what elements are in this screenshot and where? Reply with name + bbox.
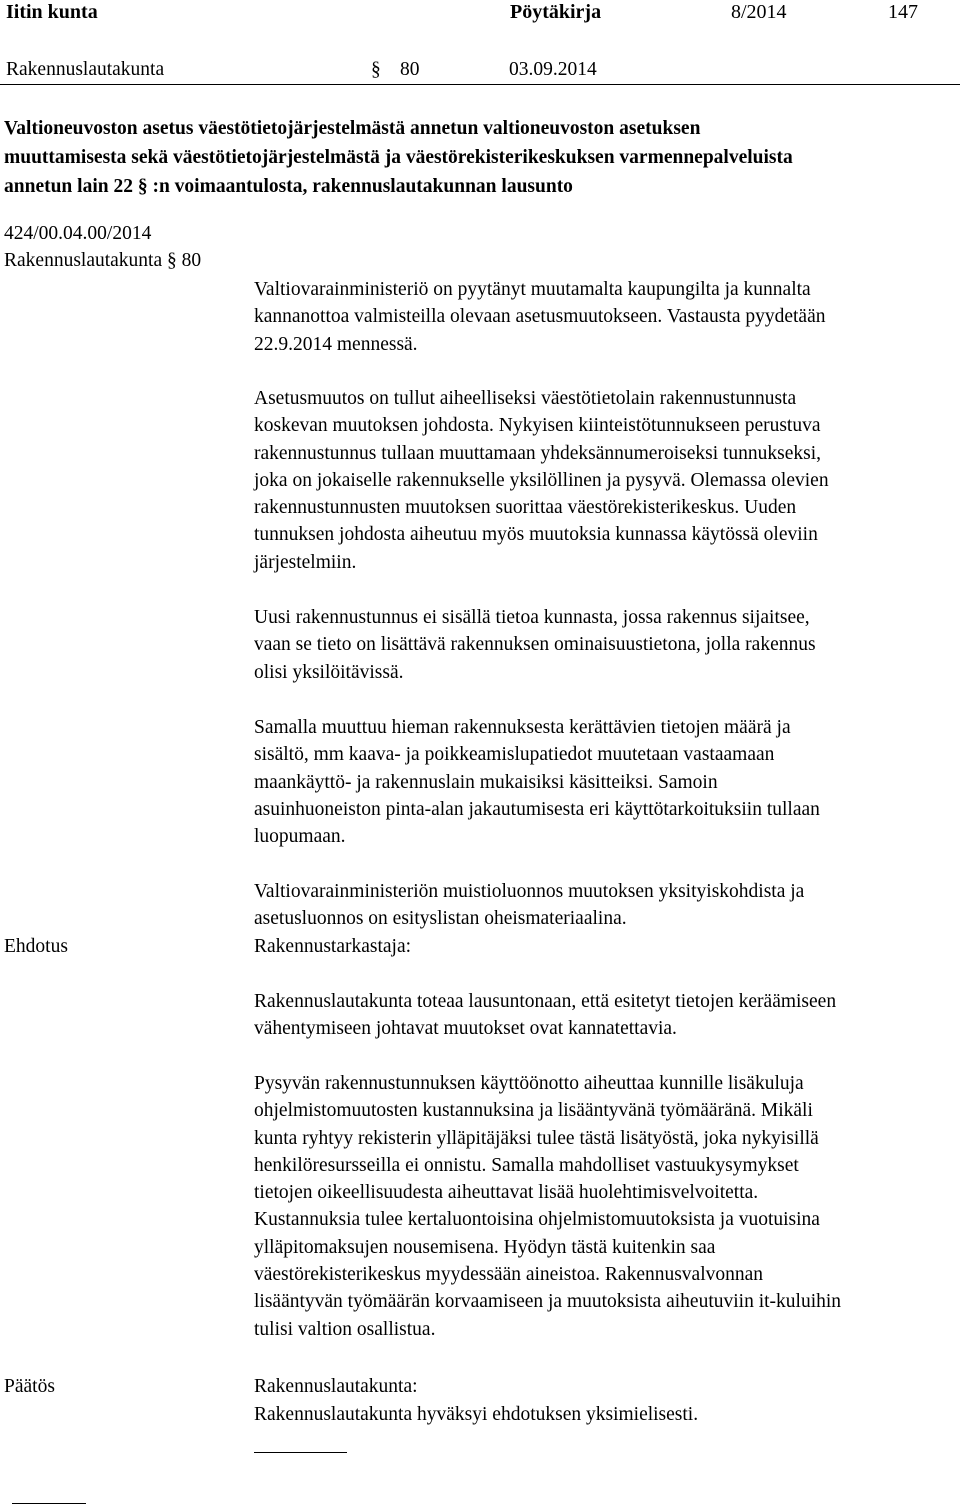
section-symbol: § bbox=[371, 59, 381, 80]
proposal-paragraph: Pysyvän rakennustunnuksen käyttöönotto aiheuttaa kunnille lisäkuluja ohjelmistomuutosten kustannuksina ja lisääntyvänä työmääränä. Mikäli kunta ryhtyy rekisterin ylläpitäjäksi tulee tästä lisätyöstä, joka nykyisillä henkilöresursseilla ei onnistu. Samalla mahdolliset vastuukysymykset tietojen oikeellisuudesta aiheuttavat lisää huolehtimisvelvoitetta. Kustannuksia tulee kertaluontoisina ohjelmistomuutoksista ja vuotuisina ylläpitomaksujen nousemisena. Hyödyn tästä kuitenkin saa väestörekisterikeskus myydessään aineistoa. Rakennusvalvonnan lisääntyvän työmäärän korvaamiseen ja muutoksista aiheutuviin it-kuluihin tulisi valtion osallistua. bbox=[254, 1073, 842, 1340]
page-number: 147 bbox=[888, 1, 918, 23]
title-line: Valtioneuvoston asetus väestötietojärjestelmästä annetun valtioneuvoston asetuksen bbox=[4, 118, 701, 139]
footer-line bbox=[12, 1503, 86, 1504]
municipality-name: Iitin kunta bbox=[6, 1, 98, 23]
document-type: Pöytäkirja bbox=[510, 1, 602, 23]
decision-decider: Rakennuslautakunta: bbox=[254, 1376, 418, 1397]
body-paragraph: Uusi rakennustunnus ei sisällä tietoa kunnasta, jossa rakennus sijaitsee, vaan se tieto on lisättävä rakennuksen ominaisuustietona, jolla rakennus olisi yksilöitävissä. bbox=[254, 607, 816, 683]
body-paragraph: Asetusmuutos on tullut aiheelliseksi väestötietolain rakennustunnusta koskevan muutoksen johdosta. Nykyisen kiinteistötunnukseen perustuva rakennustunnus tullaan muuttamaan yhdeksännumeroiseksi tunnukseksi, joka on jokaiselle rakennukselle yksilöllinen ja pysyvä. Olemassa olevien rakennustunnusten muutoksen suorittaa väestörekisterikeskus. Uuden tunnuksen johdosta aiheutuu myös muutoksia kunnassa käytössä oleviin järjestelmiin. bbox=[254, 388, 829, 573]
proposal-paragraph: Rakennuslautakunta toteaa lausuntonaan, että esitetyt tietojen keräämiseen vähentymiseen johtavat muutokset ovat kannatettavia. bbox=[254, 991, 837, 1040]
board-section-reference: Rakennuslautakunta § 80 bbox=[4, 250, 202, 271]
diary-number: 424/00.04.00/2014 bbox=[4, 223, 152, 244]
header-divider bbox=[0, 84, 960, 85]
issue-number: 8/2014 bbox=[731, 1, 787, 23]
title-line: muuttamisesta sekä väestötietojärjestelmästä ja väestörekisterikeskuksen varmennepalveluista bbox=[4, 147, 793, 168]
decision-label: Päätös bbox=[4, 1376, 55, 1397]
board-name: Rakennuslautakunta bbox=[6, 59, 165, 80]
section-number: 80 bbox=[400, 59, 420, 80]
proposal-presenter: Rakennustarkastaja: bbox=[254, 936, 412, 957]
agenda-title bbox=[4, 114, 793, 201]
body-paragraph: Valtiovarainministeriön muistioluonnos muutoksen yksityiskohdista ja asetusluonnos on esityslistan oheismateriaalina. bbox=[254, 881, 805, 930]
end-line bbox=[254, 1452, 347, 1453]
proposal-label: Ehdotus bbox=[4, 936, 68, 957]
body-paragraph: Valtiovarainministeriö on pyytänyt muutamalta kaupungilta ja kunnalta kannanottoa valmisteilla olevaan asetusmuutokseen. Vastausta pyydetään 22.9.2014 mennessä. bbox=[254, 279, 826, 355]
title-line: annetun lain 22 § :n voimaantulosta, rakennuslautakunnan lausunto bbox=[4, 176, 573, 197]
decision-text: Rakennuslautakunta hyväksyi ehdotuksen yksimielisesti. bbox=[254, 1404, 699, 1425]
body-paragraph: Samalla muuttuu hieman rakennuksesta kerättävien tietojen määrä ja sisältö, mm kaava- ja poikkeamislupatiedot muutetaan vastaamaan maankäyttö- ja rakennuslain mukaisiksi käsitteiksi. Samoin asuinhuoneiston pinta-alan jakautumisesta eri käyttötarkoituksiin tullaan luopumaan. bbox=[254, 717, 820, 848]
meeting-date: 03.09.2014 bbox=[509, 59, 597, 80]
